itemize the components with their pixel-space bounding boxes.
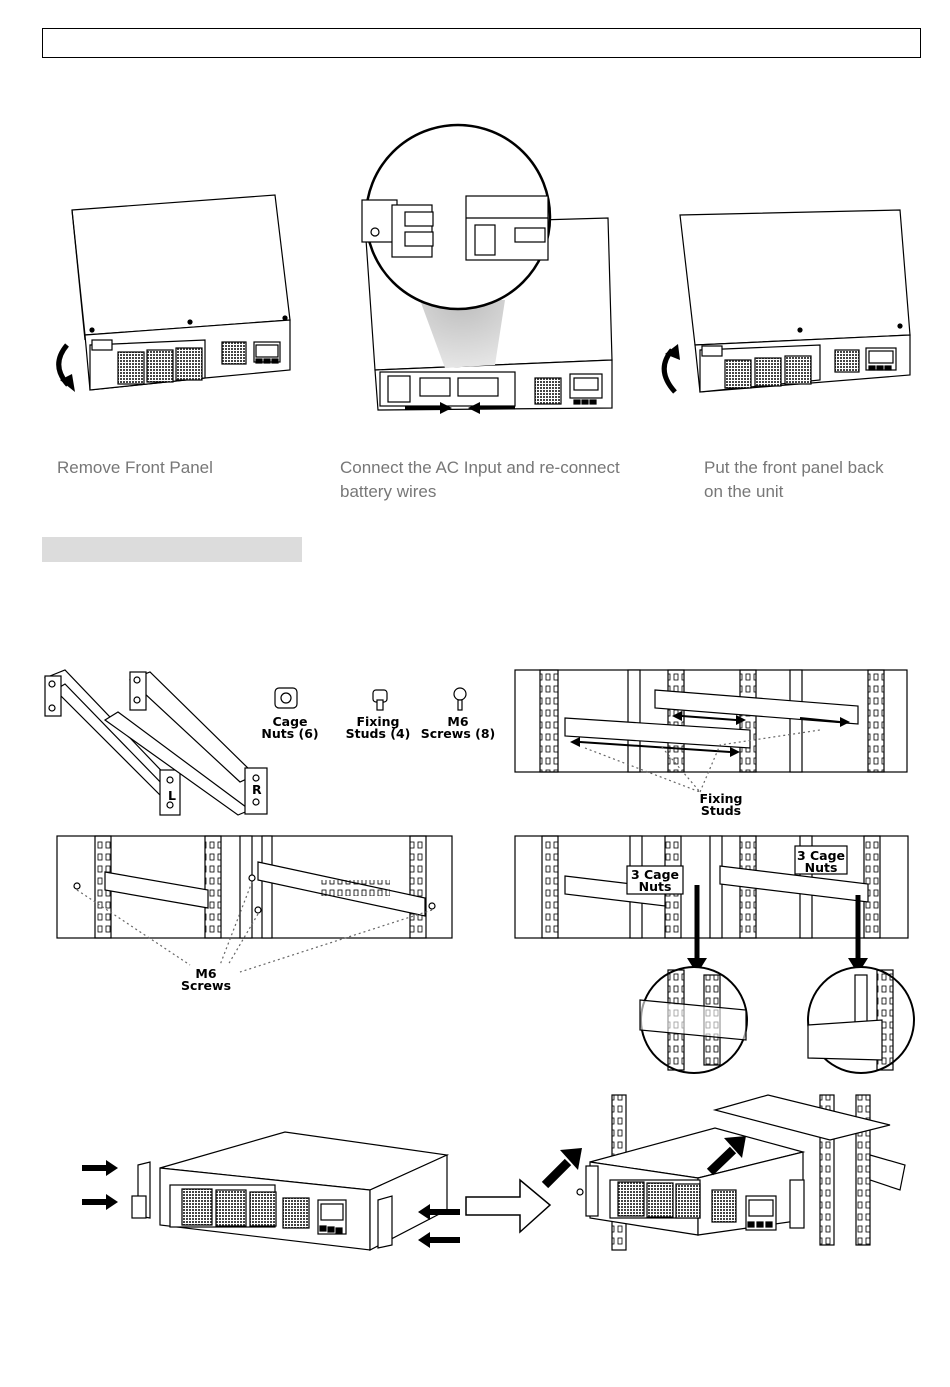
cage-nuts-callout-b-line1: 3 Cage bbox=[796, 848, 846, 863]
caption-connect-line1: Connect the AC Input and re-connect bbox=[340, 458, 620, 477]
ups-connect-ac-illustration bbox=[362, 125, 612, 414]
fixing-studs-callout-line1: Fixing bbox=[699, 791, 743, 806]
fixing-studs-callout bbox=[699, 791, 742, 818]
caption-put-back-line1: Put the front panel back bbox=[704, 458, 884, 477]
rail-right-mark: R bbox=[252, 782, 262, 797]
rack-cage-nuts-illustration bbox=[515, 836, 914, 1073]
fixing-studs-label-line1: Fixing bbox=[356, 714, 400, 729]
caption-remove-front-panel: Remove Front Panel bbox=[57, 458, 213, 477]
cage-nuts-callout-b-line2: Nuts bbox=[804, 860, 838, 875]
m6-screws-callout-line1: M6 bbox=[195, 966, 217, 981]
m6-screws-callout bbox=[181, 966, 231, 993]
ups-rack-ears-illustration bbox=[82, 1132, 550, 1250]
m6-screws-label-line2: Screws (8) bbox=[420, 726, 496, 741]
fixing-studs-callout-line2: Studs bbox=[700, 803, 742, 818]
ups-into-rack-illustration bbox=[545, 1095, 905, 1250]
cage-nuts-label-line2: Nuts (6) bbox=[261, 726, 319, 741]
cage-nuts-callout-a-line1: 3 Cage bbox=[630, 867, 680, 882]
cage-nuts-label-line1: Cage bbox=[272, 714, 308, 729]
caption-connect-line2: battery wires bbox=[340, 482, 437, 501]
rack-m6-screws-illustration bbox=[57, 836, 452, 972]
m6-screws-label-line1: M6 bbox=[447, 714, 469, 729]
fixing-studs-label-line2: Studs (4) bbox=[345, 726, 411, 741]
rack-fixing-studs-illustration bbox=[515, 670, 907, 792]
m6-screws-callout-line2: Screws bbox=[180, 978, 232, 993]
ups-remove-panel-illustration bbox=[59, 195, 290, 392]
cage-nuts-callout-a-line2: Nuts bbox=[638, 879, 672, 894]
caption-put-back-line2: on the unit bbox=[704, 482, 784, 501]
rail-left-mark: L bbox=[168, 788, 176, 803]
ups-replace-panel-illustration bbox=[664, 210, 910, 392]
